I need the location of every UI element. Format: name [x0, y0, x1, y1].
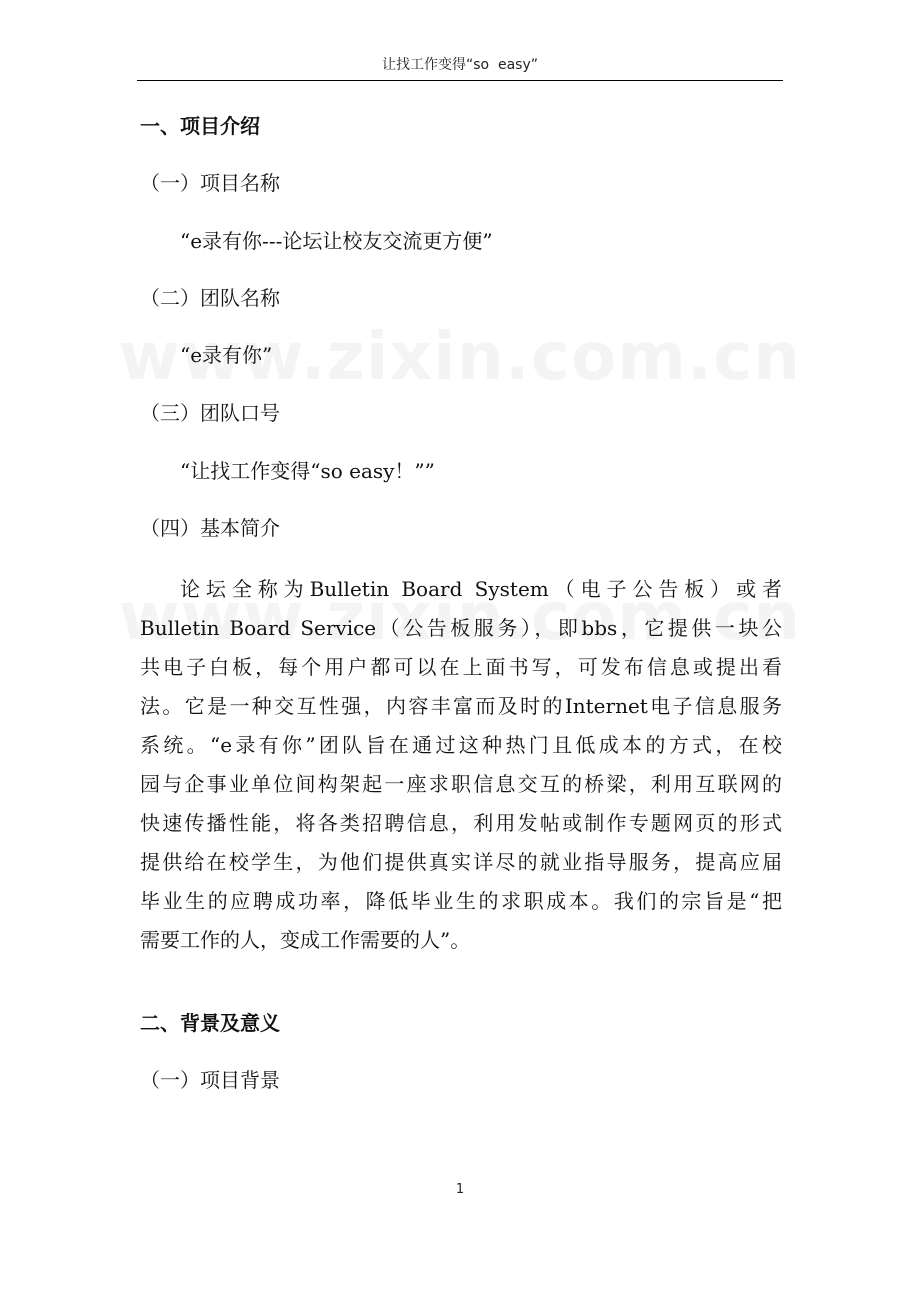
paragraph-line: 园与企事业单位间构架起一座求职信息交互的桥梁，利用互联网的	[140, 772, 782, 796]
paragraph-line: 系统。“e录有你”团队旨在通过这种热门且低成本的方式，在校	[140, 733, 782, 757]
section-heading-project-intro: 一、项目介绍	[140, 114, 260, 138]
paragraph-line: 法。它是一种交互性强，内容丰富而及时的Internet电子信息服务	[140, 694, 782, 718]
subheading-team-slogan: （三）团队口号	[140, 401, 280, 425]
header-divider	[137, 80, 783, 81]
subheading-basic-intro: （四）基本简介	[140, 516, 280, 540]
page-header: 让找工作变得“so easy”	[381, 57, 539, 73]
subheading-project-background: （一）项目背景	[140, 1068, 280, 1092]
paragraph-line: 共电子白板，每个用户都可以在上面书写，可发布信息或提出看	[140, 655, 782, 679]
team-slogan-text: “让找工作变得“so easy！””	[180, 459, 435, 483]
subheading-project-name: （一）项目名称	[140, 171, 280, 195]
watermark	[0, 318, 920, 395]
paragraph-line: 快速传播性能，将各类招聘信息，利用发帖或制作专题网页的形式	[140, 811, 782, 835]
team-name-text: “e录有你”	[180, 343, 273, 367]
paragraph-line: 论坛全称为Bulletin Board System（电子公告板）或者	[180, 577, 782, 601]
paragraph-line: 需要工作的人，变成工作需要的人”。	[140, 928, 471, 952]
subheading-team-name: （二）团队名称	[140, 286, 280, 310]
intro-paragraph	[140, 570, 782, 960]
section-heading-background: 二、背景及意义	[140, 1011, 280, 1035]
paragraph-line: Bulletin Board Service（公告板服务），即bbs，它提供一块公	[140, 616, 782, 640]
page-number: 1	[455, 1182, 465, 1197]
paragraph-line: 提供给在校学生，为他们提供真实详尽的就业指导服务，提高应届	[140, 850, 782, 874]
project-name-text: “e录有你---论坛让校友交流更方便”	[180, 229, 493, 253]
paragraph-line: 毕业生的应聘成功率，降低毕业生的求职成本。我们的宗旨是“把	[140, 889, 782, 913]
